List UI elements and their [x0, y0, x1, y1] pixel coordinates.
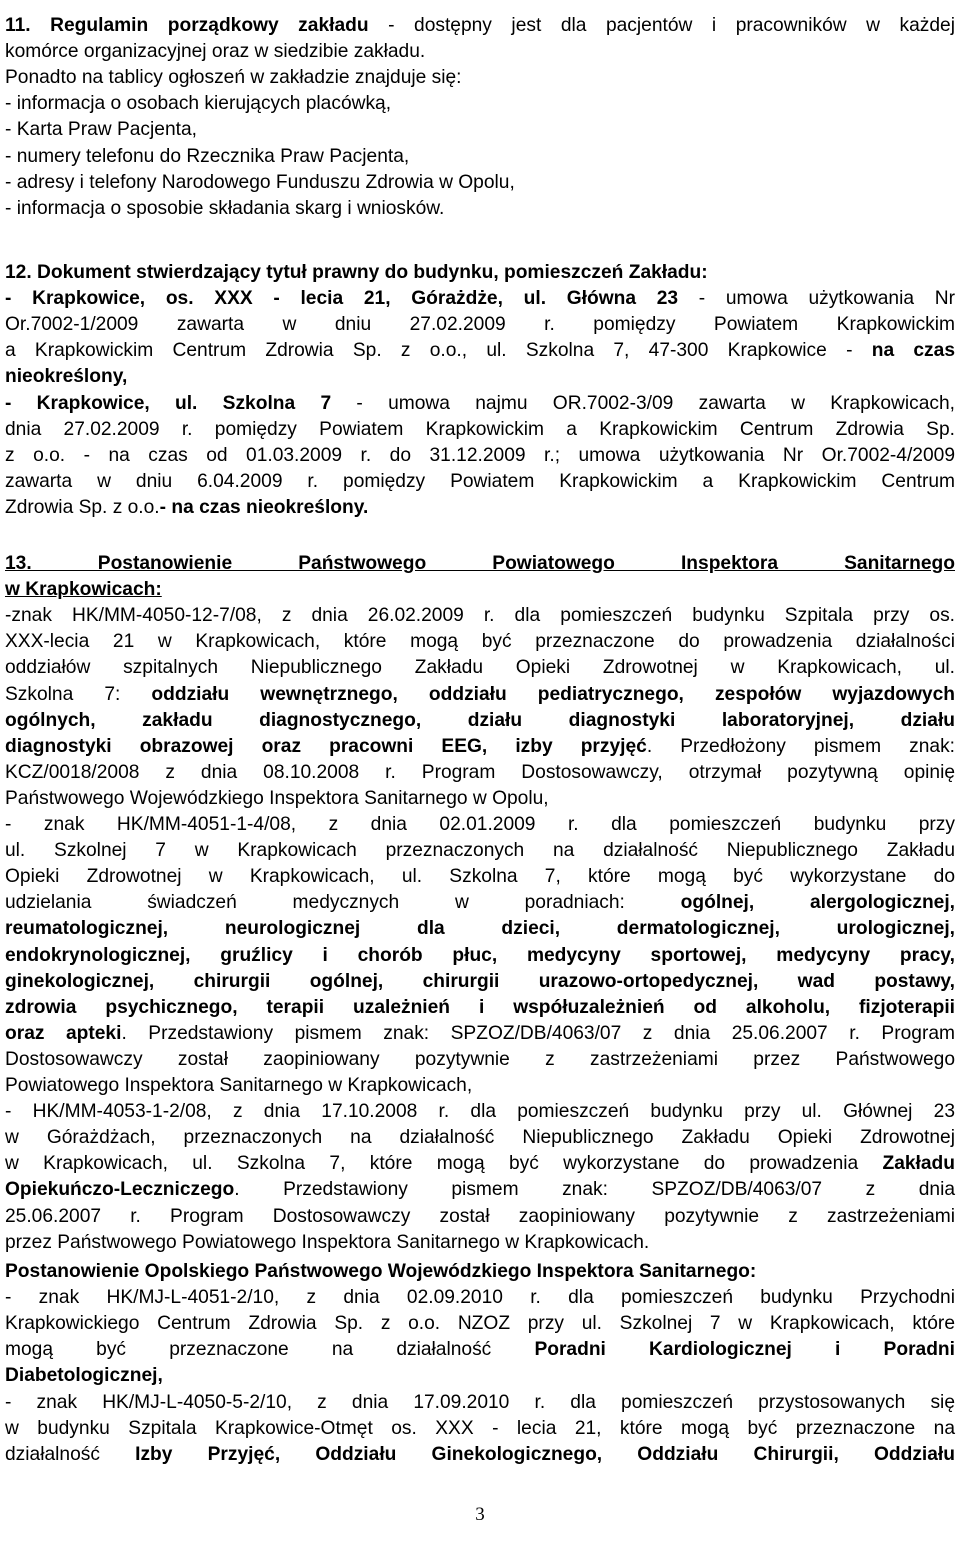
text-run: Powiatowego Inspektora Sanitarnego w Krapkowicach, — [5, 1075, 473, 1096]
text-line — [5, 682, 955, 708]
text-run: Dostosowawczy został zaopiniowany pozytywnie z zastrzeżeniami przez Państwowego — [5, 1048, 955, 1070]
text-line — [5, 39, 955, 65]
text-run: - HK/MM-4053-1-2/08, z dnia 17.10.2008 r. dla pomieszczeń budynku przy ul. Głównej 23 — [5, 1101, 955, 1123]
text-run: - umowa najmu OR.7002-3/09 zawarta w Krapkowicach, — [331, 392, 955, 414]
text-run: - znak HK/MM-4051-1-4/08, z dnia 02.01.2009 r. dla pomieszczeń budynku przy — [5, 814, 955, 835]
text-line — [5, 551, 955, 577]
text-run: Zdrowia Sp. z o.o. — [5, 496, 160, 518]
text-run: Krapkowickiego Centrum Zdrowia Sp. z o.o. NZOZ przy ul. Szkolnej 7 w Krapkowicach, które — [5, 1313, 955, 1335]
text-run: Państwowego Wojewódzkiego Inspektora Sanitarnego w Opolu, — [5, 787, 549, 809]
text-line — [5, 1177, 955, 1203]
text-line — [5, 786, 955, 812]
text-run: ul. Szkolnej 7 w Krapkowicach przeznaczonych na działalność Niepublicznego Zakładu — [5, 840, 955, 862]
text-line — [5, 417, 955, 443]
text-line — [5, 144, 955, 170]
text-line — [5, 495, 955, 521]
text-run: XXX-lecia 21 w Krapkowicach, które mogą być przeznaczone do prowadzenia działalności — [5, 631, 955, 653]
bold-text: 11. Regulamin porządkowy zakładu — [5, 15, 369, 36]
text-line — [5, 1125, 955, 1151]
bold-text: 12. Dokument stwierdzający tytuł prawny do budynku, pomieszczeń Zakładu: — [5, 262, 708, 283]
text-run: udzielania świadczeń medycznych w poradniach: — [5, 892, 681, 914]
page-number: 3 — [475, 1504, 485, 1525]
text-line — [5, 1337, 955, 1363]
text-line — [5, 13, 955, 39]
text-line — [5, 1285, 955, 1311]
bold-text: - Krapkowice, ul. Szkolna 7 — [5, 392, 332, 414]
bold-text: - Krapkowice, os. XXX - lecia 21, Górażdże, ul. Główna 23 — [5, 288, 679, 310]
text-run: 25.06.2007 r. Program Dostosowawczy został zaopiniowany pozytywnie z zastrzeżeniami — [5, 1205, 955, 1227]
bold-text: Postanowienie Opolskiego Państwowego Wojewódzkiego Inspektora Sanitarnego: — [5, 1261, 757, 1282]
text-line — [5, 734, 955, 760]
bold-text: Zakładu — [882, 1153, 955, 1175]
bold-text: diagnostyki obrazowej oraz pracowni EEG, izby przyjęć — [5, 735, 647, 757]
text-run: komórce organizacyjnej oraz w siedzibie zakładu. — [5, 41, 426, 63]
text-run: - znak HK/MJ-L-4050-5-2/10, z dnia 17.09.2010 r. dla pomieszczeń przystosowanych się — [5, 1391, 955, 1413]
text-line — [5, 890, 955, 916]
text-run: mogą być przeznaczone na działalność — [5, 1339, 535, 1361]
bold-text: 13. Postanowienie Państwowego Powiatowego Inspektora Sanitarnego — [5, 553, 955, 574]
bold-text: - na czas nieokreślony. — [159, 496, 369, 518]
text-line — [5, 838, 955, 864]
text-line — [5, 391, 955, 417]
text-line — [5, 338, 955, 364]
text-line — [5, 655, 955, 681]
text-line — [5, 1416, 955, 1442]
text-line — [5, 995, 955, 1021]
text-line — [5, 1073, 955, 1099]
text-line — [5, 260, 955, 286]
text-run: przez Państwowego Powiatowego Inspektora Sanitarnego w Krapkowicach. — [5, 1231, 650, 1253]
text-line — [5, 943, 955, 969]
bold-text: nieokreślony, — [5, 366, 128, 388]
text-line — [5, 1151, 955, 1177]
text-line — [5, 1047, 955, 1073]
bold-text: ogólnych, zakładu diagnostycznego, działu diagnostyki laboratoryjnej, działu — [5, 709, 955, 731]
text-line — [5, 1363, 955, 1389]
bold-text: reumatologicznej, neurologicznej dla dzieci, dermatologicznej, urologicznej, — [5, 918, 955, 940]
bold-text: w Krapkowicach: — [5, 579, 162, 601]
bold-text: Izby Przyjęć, Oddziału Ginekologicznego, Oddziału Chirurgii, Oddziału — [135, 1443, 955, 1465]
text-line — [5, 286, 955, 312]
bold-text: ogólnej, alergologicznej, — [680, 892, 955, 914]
text-line — [5, 629, 955, 655]
text-run: a Krapkowickim Centrum Zdrowia Sp. z o.o., ul. Szkolna 7, 47-300 Krapkowice - — [5, 340, 872, 362]
text-run: -znak HK/MM-4050-12-7/08, z dnia 26.02.2009 r. dla pomieszczeń budynku Szpitala przy os. — [5, 605, 955, 627]
text-line — [5, 1259, 955, 1285]
text-run: w Krapkowicach, ul. Szkolna 7, które mogą być wykorzystane do prowadzenia — [5, 1153, 883, 1175]
bold-text: Opiekuńczo-Leczniczego — [5, 1179, 235, 1201]
text-run: - informacja o sposobie składania skarg i wniosków. — [5, 197, 445, 219]
text-line — [5, 603, 955, 629]
text-run: - numery telefonu do Rzecznika Praw Pacjenta, — [5, 145, 410, 167]
text-line — [5, 864, 955, 890]
text-run: . Przedstawiony pismem znak: SPZOZ/DB/4063/07 z dnia — [234, 1179, 955, 1201]
bold-text: na czas — [871, 340, 955, 362]
text-line — [5, 91, 955, 117]
text-line — [5, 65, 955, 91]
text-run: - informacja o osobach kierujących placówką, — [5, 93, 392, 115]
text-run: zawarta w dniu 6.04.2009 r. pomiędzy Powiatem Krapkowickim a Krapkowickim Centrum — [5, 470, 955, 492]
text-run: dnia 27.02.2009 r. pomiędzy Powiatem Krapkowickim a Krapkowickim Centrum Zdrowia Sp. — [5, 418, 955, 440]
text-run: w Górażdżach, przeznaczonych na działalność Niepublicznego Zakładu Opieki Zdrowotnej — [5, 1127, 955, 1149]
text-line — [5, 170, 955, 196]
text-run: Or.7002-1/2009 zawarta w dniu 27.02.2009 r. pomiędzy Powiatem Krapkowickim — [5, 314, 955, 336]
text-run: Szkolna 7: — [5, 683, 152, 705]
text-run: . Przedłożony pismem znak: — [646, 735, 955, 757]
bold-text: Poradni Kardiologicznej i Poradni — [534, 1339, 955, 1361]
bold-text: endokrynologicznej, gruźlicy i chorób płuc, medycyny sportowej, medycyny pracy, — [5, 944, 955, 966]
bold-text: ginekologicznej, chirurgii ogólnej, chirurgii urazowo-ortopedycznej, wad postawy, — [5, 970, 955, 992]
text-line — [5, 117, 955, 143]
text-line — [5, 708, 955, 734]
text-run: - dostępny jest dla pacjentów i pracowników w każdej — [368, 15, 955, 36]
text-run: działalność — [5, 1443, 136, 1465]
text-line — [5, 969, 955, 995]
bold-text: Diabetologicznej, — [5, 1365, 163, 1387]
bold-text: oddziału wewnętrznego, oddziału pediatrycznego, zespołów wyjazdowych — [151, 683, 955, 705]
text-line — [5, 812, 955, 838]
bold-text: oraz apteki — [5, 1022, 122, 1044]
text-run: - znak HK/MJ-L-4051-2/10, z dnia 02.09.2010 r. dla pomieszczeń budynku Przychodni — [5, 1287, 955, 1309]
text-run: w budynku Szpitala Krapkowice-Otmęt os. XXX - lecia 21, które mogą być przeznaczone na — [5, 1417, 955, 1439]
text-run: - adresy i telefony Narodowego Funduszu Zdrowia w Opolu, — [5, 171, 515, 193]
text-line — [5, 196, 955, 222]
text-line — [5, 1230, 955, 1256]
text-line — [5, 577, 955, 603]
text-line — [5, 469, 955, 495]
text-line — [5, 443, 955, 469]
text-run: z o.o. - na czas od 01.03.2009 r. do 31.12.2009 r.; umowa użytkowania Nr Or.7002-4/2009 — [5, 444, 955, 466]
text-run: - umowa użytkowania Nr — [678, 288, 955, 310]
text-line — [5, 364, 955, 390]
text-run: Opieki Zdrowotnej w Krapkowicach, ul. Szkolna 7, które mogą być wykorzystane do — [5, 866, 955, 888]
bold-text: zdrowia psychicznego, terapii uzależnień i współuzależnień od alkoholu, fizjoterapii — [5, 996, 955, 1018]
text-run: KCZ/0018/2008 z dnia 08.10.2008 r. Program Dostosowawczy, otrzymał pozytywną opinię — [5, 761, 955, 783]
text-line — [5, 1021, 955, 1047]
text-line — [5, 1204, 955, 1230]
text-line — [5, 1099, 955, 1125]
text-run: - Karta Praw Pacjenta, — [5, 119, 197, 141]
text-line — [5, 312, 955, 338]
text-line — [5, 1390, 955, 1416]
text-line — [5, 1442, 955, 1468]
text-line — [5, 1311, 955, 1337]
text-run: . Przedstawiony pismem znak: SPZOZ/DB/4063/07 z dnia 25.06.2007 r. Program — [121, 1022, 955, 1044]
text-run: oddziałów szpitalnych Niepublicznego Zakładu Opieki Zdrowotnej w Krapkowicach, ul. — [5, 657, 955, 679]
text-line — [5, 916, 955, 942]
text-line — [5, 760, 955, 786]
text-run: Ponadto na tablicy ogłoszeń w zakładzie znajduje się: — [5, 67, 462, 89]
